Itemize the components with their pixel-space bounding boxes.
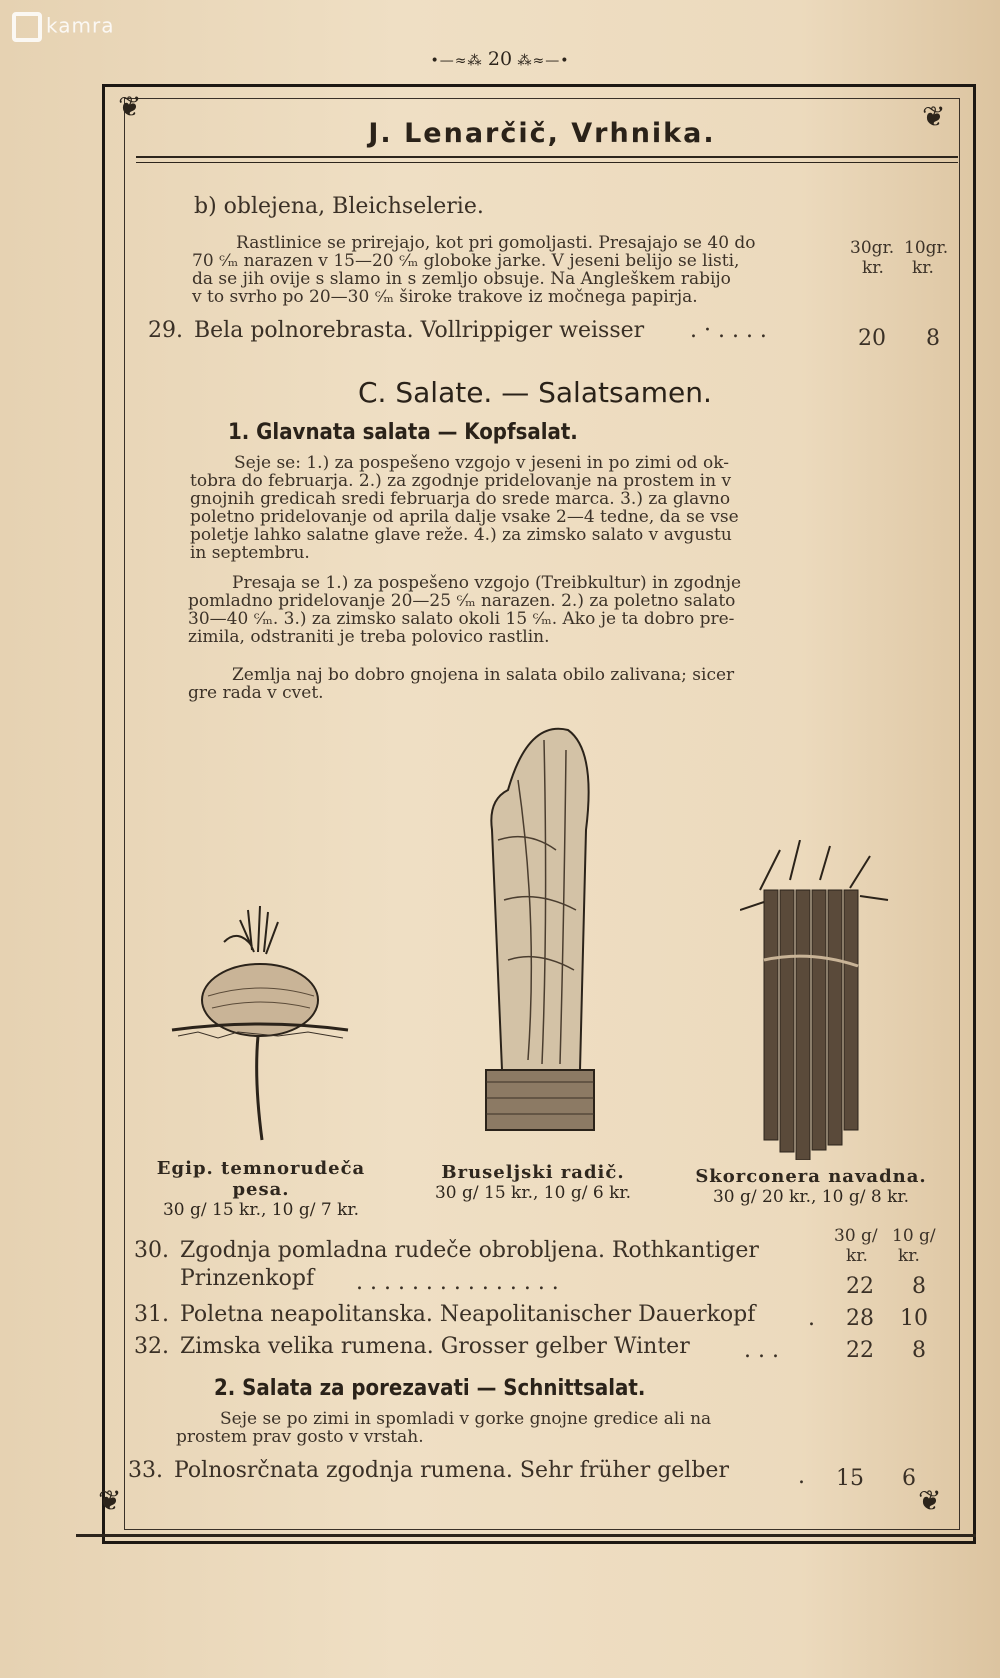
- item-number: 29.: [148, 318, 183, 343]
- para-line: tobra do februarja. 2.) za zgodnje pridelovanje na prostem in v: [190, 471, 732, 491]
- cutting-lettuce-paragraph: [176, 1410, 816, 1446]
- sowing-paragraph: [190, 454, 830, 562]
- para-line: Presaja se 1.) za pospešeno vzgojo (Treibkultur) in zgodnje: [232, 573, 742, 593]
- subsection-title: 1. Glavnata salata — Kopfsalat.: [228, 420, 578, 445]
- page-number-text: 20: [487, 48, 513, 70]
- price-header-30g: 30gr.: [850, 238, 895, 258]
- caption-name: Skorconera navadna.: [695, 1166, 927, 1187]
- watermark: [12, 12, 114, 42]
- ornament-left-icon: •—≈⁂: [430, 53, 488, 69]
- desc-line: Rastlinice se prirejajo, kot pri gomoljasti. Presajajo se 40 do: [236, 233, 756, 253]
- watermark-text: kamra: [46, 13, 115, 38]
- item-dots: . · . . . .: [690, 318, 767, 343]
- item-number: 33.: [128, 1458, 163, 1483]
- para-line: gre rada v cvet.: [188, 683, 324, 703]
- illustration-caption: [400, 1162, 666, 1203]
- salsify-illustration-icon: [740, 840, 890, 1160]
- section-title: C. Salate. — Salatsamen.: [358, 376, 712, 409]
- item-price-30g: 22: [846, 1338, 874, 1363]
- header-rule-thin: [136, 162, 958, 163]
- item-number: 32.: [134, 1334, 169, 1359]
- para-line: zimila, odstraniti je treba polovico rastlin.: [188, 627, 550, 647]
- desc-line: da se jih ovije s slamo in s zemljo obsuje. Na Angleškem rabijo: [192, 269, 731, 289]
- transplant-paragraph: [188, 574, 830, 646]
- price-unit-kr: kr.: [912, 258, 934, 278]
- item-price-10g: 6: [902, 1466, 916, 1491]
- price-unit-kr: kr.: [846, 1246, 868, 1266]
- item-price-10g: 10: [900, 1306, 928, 1331]
- caption-price: 30 g/ 15 kr., 10 g/ 7 kr.: [162, 1200, 360, 1220]
- desc-line: v to svrho po 20—30 ᶜ⁄ₘ široke trakove iz močnega papirja.: [192, 287, 698, 307]
- price-header-30g: 30 g/: [834, 1226, 878, 1246]
- item-name: Bela polnorebrasta. Vollrippiger weisser: [194, 318, 645, 343]
- caption-price: 30 g/ 15 kr., 10 g/ 6 kr.: [434, 1183, 632, 1203]
- para-line: Zemlja naj bo dobro gnojena in salata obilo zalivana; sicer: [232, 665, 735, 685]
- item-name: Polnosrčnata zgodnja rumena. Sehr früher gelber: [174, 1458, 729, 1483]
- item-dots: . . . . . . . . . . . . . . .: [356, 1270, 559, 1295]
- corner-ornament-icon: ❦: [98, 1484, 122, 1517]
- caption-name: Bruseljski radič.: [441, 1162, 625, 1183]
- subsection-title: 2. Salata za porezavati — Schnittsalat.: [214, 1376, 646, 1401]
- soil-paragraph: [188, 666, 830, 702]
- item-price-10g: 8: [926, 326, 940, 351]
- chicory-illustration-icon: [468, 720, 618, 1152]
- item-name: Poletna neapolitanska. Neapolitanischer Dauerkopf: [180, 1302, 756, 1327]
- celery-subitem: b) oblejena, Bleichselerie.: [194, 194, 484, 219]
- para-line: in septembru.: [190, 543, 310, 563]
- bottom-rule: [76, 1534, 976, 1537]
- item-price-30g: 15: [836, 1466, 864, 1491]
- celery-description: [192, 234, 832, 306]
- item-price-10g: 8: [912, 1338, 926, 1363]
- item-dots: . . .: [744, 1338, 779, 1363]
- item-dots: .: [808, 1306, 815, 1331]
- para-line: Seje se: 1.) za pospešeno vzgojo v jeseni in po zimi od ok-: [234, 453, 729, 473]
- price-header-10g: 10 g/: [892, 1226, 936, 1246]
- corner-ornament-icon: ❦: [922, 100, 946, 133]
- desc-line: 70 ᶜ⁄ₘ narazen v 15—20 ᶜ⁄ₘ globoke jarke. V jeseni belijo se listi,: [192, 251, 740, 271]
- header-rule: [136, 156, 958, 158]
- para-line: poletno pridelovanje od aprila dalje vsake 2—4 tedne, da se vse: [190, 507, 739, 527]
- para-line: prostem prav gosto v vrstah.: [176, 1427, 424, 1447]
- firm-name: J. Lenarčič, Vrhnika.: [368, 118, 716, 149]
- item-name: Zgodnja pomladna rudeče obrobljena. Rothkantiger: [180, 1238, 759, 1263]
- para-line: Seje se po zimi in spomladi v gorke gnojne gredice ali na: [220, 1409, 712, 1429]
- caption-name: Egip. temnorudeča pesa.: [156, 1158, 366, 1200]
- price-header-10g: 10gr.: [904, 238, 949, 258]
- illustration-caption: [130, 1158, 392, 1220]
- item-dots: .: [798, 1464, 805, 1489]
- ornament-right-icon: ⁂≈—•: [512, 53, 570, 69]
- illustration-caption: [680, 1166, 942, 1207]
- item-price-30g: 28: [846, 1306, 874, 1331]
- item-price-30g: 20: [858, 326, 886, 351]
- item-price-30g: 22: [846, 1274, 874, 1299]
- corner-ornament-icon: ❦: [918, 1484, 942, 1517]
- item-number: 31.: [134, 1302, 169, 1327]
- para-line: poletje lahko salatne glave reže. 4.) za zimsko salato v avgustu: [190, 525, 732, 545]
- kamra-logo-icon: [12, 12, 42, 42]
- item-price-10g: 8: [912, 1274, 926, 1299]
- item-number: 30.: [134, 1238, 169, 1263]
- price-unit-kr: kr.: [898, 1246, 920, 1266]
- item-name-continued: Prinzenkopf: [180, 1266, 315, 1291]
- page-number: [0, 48, 1000, 70]
- item-name: Zimska velika rumena. Grosser gelber Winter: [180, 1334, 690, 1359]
- para-line: 30—40 ᶜ⁄ₘ. 3.) za zimsko salato okoli 15 ᶜ⁄ₘ. Ako je ta dobro pre-: [188, 609, 735, 629]
- para-line: gnojnih gredicah sredi februarja do srede marca. 3.) za glavno: [190, 489, 731, 509]
- para-line: pomladno pridelovanje 20—25 ᶜ⁄ₘ narazen. 2.) za poletno salato: [188, 591, 736, 611]
- caption-price: 30 g/ 20 kr., 10 g/ 8 kr.: [712, 1187, 910, 1207]
- beet-illustration-icon: [168, 900, 354, 1150]
- price-unit-kr: kr.: [862, 258, 884, 278]
- corner-ornament-icon: ❦: [118, 90, 142, 123]
